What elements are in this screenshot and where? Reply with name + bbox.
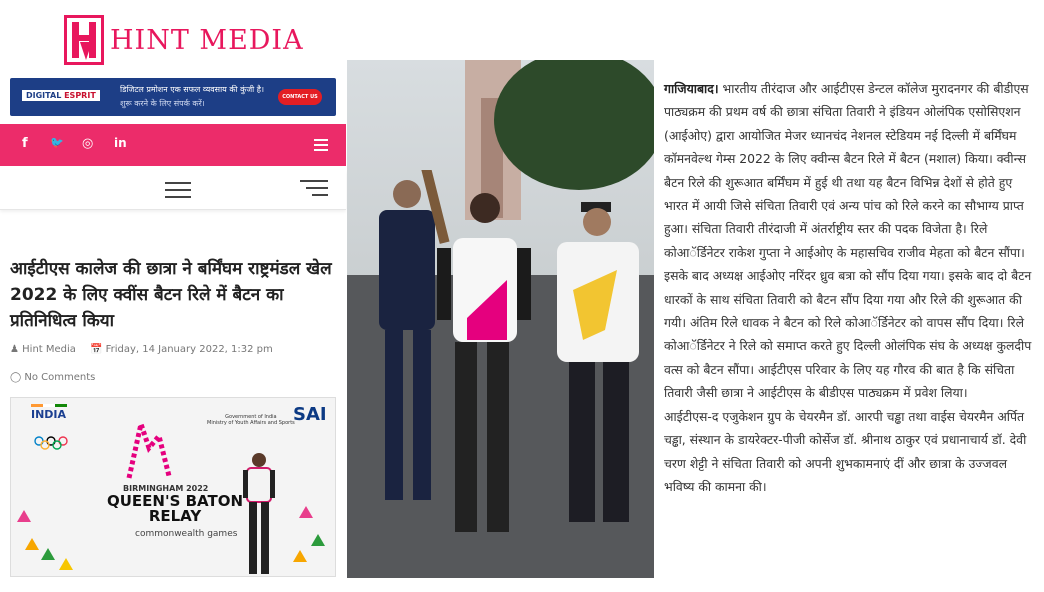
site-logo[interactable] — [64, 14, 304, 66]
article-dateline: गाजियाबाद। — [664, 81, 719, 96]
decor-triangle — [17, 510, 31, 522]
banner-brand — [22, 90, 100, 101]
decor-triangle — [59, 558, 73, 570]
baton-relay-photo — [347, 60, 654, 578]
commonwealth-games-label: commonwealth games — [135, 529, 238, 539]
social-bar — [0, 124, 346, 166]
logo-mark-icon — [64, 15, 104, 65]
banner-brand-suffix: ESPRIT — [64, 91, 96, 100]
instagram-icon[interactable]: ◎ — [82, 136, 94, 151]
twitter-icon[interactable]: 🐦 — [50, 136, 64, 149]
olympic-rings-icon — [33, 436, 69, 450]
banner-contact-button[interactable]: CONTACT US — [278, 89, 322, 105]
post-comments[interactable] — [10, 372, 95, 383]
hamburger-menu-icon[interactable] — [314, 139, 328, 154]
decor-triangle — [299, 506, 313, 518]
logo-text: HINT MEDIA — [110, 24, 304, 56]
nav-menu-icon[interactable] — [165, 182, 191, 203]
birmingham-label: BIRMINGHAM 2022 — [123, 484, 209, 493]
runners-figure-icon — [347, 170, 654, 578]
post-date — [90, 344, 273, 355]
decor-triangle — [41, 548, 55, 560]
queens-baton-text: QUEEN'S BATON — [107, 492, 244, 510]
sidebar-toggle-icon[interactable] — [300, 180, 328, 201]
facebook-icon[interactable]: f — [22, 136, 28, 151]
post-featured-image — [10, 397, 336, 577]
user-icon: ♟ — [10, 344, 19, 355]
queens-baton-relay-label — [107, 494, 243, 524]
banner-line-1: डिजिटल प्रमोशन एक सफल व्यवसाय की कुंजी है। — [120, 85, 265, 94]
website-panel — [0, 0, 346, 592]
banner-brand-prefix: DIGITAL — [26, 91, 62, 100]
govt-label: Government of India Ministry of Youth Affairs and Sports — [207, 414, 295, 426]
date-text: Friday, 14 January 2022, 1:32 pm — [105, 344, 273, 355]
banner-line-2: शुरू करने के लिए संपर्क करें। — [120, 99, 205, 108]
comments-text: No Comments — [24, 372, 96, 383]
decor-triangle — [25, 538, 39, 550]
post-meta — [10, 344, 273, 355]
author-name: Hint Media — [22, 344, 76, 355]
main-navbar — [0, 170, 346, 210]
article-paragraph-1 — [664, 77, 1036, 405]
linkedin-icon[interactable]: in — [114, 136, 127, 150]
athlete-figure-icon — [237, 450, 281, 577]
comment-icon: ◯ — [10, 372, 22, 383]
decor-triangle — [311, 534, 325, 546]
ad-banner[interactable] — [10, 78, 336, 116]
sai-logo: SAI — [293, 404, 327, 425]
post-author[interactable] — [10, 344, 76, 355]
baton-relay-logo-icon — [119, 418, 179, 482]
post-title[interactable]: आईटीएस कालेज की छात्रा ने बर्मिंघम राष्ट्रमंडल खेल 2022 के लिए क्वींस बैटन रिले में बैटन का प्रतिनिधित्व किया — [10, 259, 332, 331]
relay-text: RELAY — [148, 507, 202, 525]
article-text — [664, 77, 1036, 498]
india-flag-icon — [31, 404, 67, 407]
decor-triangle — [293, 550, 307, 562]
india-label: INDIA — [31, 408, 67, 421]
article-body-1: भारतीय तीरंदाज और आईटीएस डेन्टल कॉलेज मुरादनगर की बीडीएस पाठ्यक्रम की प्रथम वर्ष की छात्रा संचिता तिवारी ने इंडियन ओलंपिक एसोसिएशन (आईओए) द्वारा आयोजित मेजर ध्यानचंद नेशनल स्टेडियम नई दिल्ली में बर्मिंघम कॉमनवेल्थ गेम्स 2022 के लिए क्वीन्स बैटन रिले में बैटन (मशाल) किया। क्वीन्स बैटन रिले की शुरूआत बर्मिंघम में हुई थी तथा यह बैटन विभिन्न देशों से होते हुए भारत में आयी जिसे संचिता तिवारी एवं अन्य पांच को रिले करने का सौभाग्य प्राप्त हुआ। संचिता तिवारी तीरंदाजी में अंतर्राष्ट्रीय स्तर की पदक विजेता है। रिले कोआॅर्डिनेटर राकेश गुप्ता ने आईओए के महासचिव राजीव मेहता को बैटन सौंपा। इसके बाद अध्यक्ष आईओए नरिंदर ध्रुव बत्रा को सौंप दिया गया। इसके बाद दो बैटन धारकों के साथ संचिता तिवारी को बैटन सौंप दिया गया और रिले की शुरूआत की गयी। अंतिम रिले धावक ने बैटन को रिले कोआॅर्डिनेटर को वापस सौंप दिया। रिले कोआॅर्डिनेटर ने रिले को समाप्त करते हुए दिल्ली ओलंपिक संघ के अध्यक्ष कुलदीप वत्स को बैटन सौंपा। आईटीएस परिवार के लिए यह गौरव की बात है कि संचिता तिवारी जैसी छात्रा ने आईटीएस के बीडीएस पाठ्यक्रम में प्रवेश लिया। — [664, 81, 1032, 401]
calendar-icon: 📅 — [89, 344, 103, 355]
article-paragraph-2: आईटीएस-द एजुकेशन ग्रुप के चेयरमैन डॉ. आरपी चड्ढा तथा वाईस चेयरमैन अर्पित चड्ढा, संस्थान के डायरेक्टर-पीजी कोर्सेज डॉ. श्रीनाथ ठाकुर एवं प्रधानाचार्य डॉ. देवी चरण शेट्टी ने संचिता तिवारी को अपनी शुभकामनाएं दीं और छात्रा के उज्जवल भविष्य की कामना की। — [664, 408, 1027, 494]
